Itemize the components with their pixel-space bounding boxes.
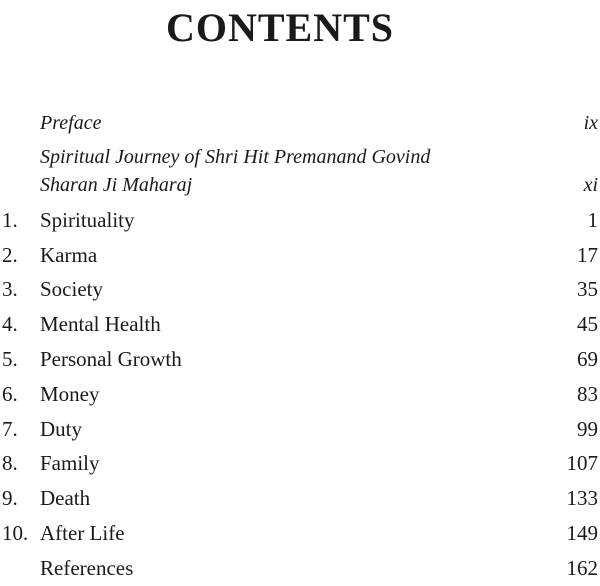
toc-entry-page: 69 [577,346,598,371]
toc-entry-label: Family [40,451,100,476]
toc-entry-label: References [40,555,134,580]
toc-entry-preface[interactable] [0,106,600,141]
toc-entry-label: Society [40,277,103,302]
toc-entry-number: 2. [2,242,18,267]
toc-entry-number: 6. [2,381,18,406]
toc-entry-number: 4. [2,312,18,337]
toc-entry-duty[interactable] [0,412,600,447]
page-title: CONTENTS [165,5,395,50]
toc-entry-label: Karma [40,242,98,267]
toc-entry-death[interactable] [0,481,600,516]
toc-entry-page: xi [583,173,598,196]
toc-entry-label: Death [40,486,91,511]
toc-entry-after-life[interactable] [0,516,600,551]
toc-entry-page: 83 [577,381,598,406]
toc-entry-references[interactable] [0,551,600,586]
toc-entry-family[interactable] [0,446,600,481]
toc-entry-money[interactable] [0,377,600,412]
toc-entry-label: Personal Growth [40,346,182,371]
toc-entry-page: 17 [577,242,598,267]
toc-entry-page: ix [583,112,598,134]
toc-entry-label: Mental Health [40,312,161,337]
toc-entry-mental-health[interactable] [0,307,600,342]
toc-entry-page: 149 [566,520,598,545]
toc-entry-number: 9. [2,486,18,511]
toc-entry-page: 107 [566,451,598,476]
toc-entry-karma[interactable] [0,238,600,273]
toc-entry-label: Spiritual Journey of Shri Hit Premanand Govind Sharan Ji Maharaj [40,145,431,196]
toc-entry-number: 8. [2,451,18,476]
toc-entry-personal-growth[interactable] [0,342,600,377]
toc-entry-page: 162 [566,555,598,580]
toc-entry-spiritual-journey[interactable] [0,141,600,203]
toc-entry-number: 5. [2,346,18,371]
toc-entry-number: 1. [2,207,18,232]
toc-entry-spirituality[interactable] [0,203,600,238]
toc-entry-label: Duty [40,416,82,441]
toc-entry-page: 35 [577,277,598,302]
toc-entry-society[interactable] [0,272,600,307]
toc-entry-number: 7. [2,416,18,441]
toc-entry-page: 133 [566,486,598,511]
toc-entry-label: After Life [40,520,125,545]
toc-entry-label: Money [40,381,100,406]
toc-entry-label: Preface [40,112,102,134]
toc-entry-number: 3. [2,277,18,302]
toc-entry-number: 10. [2,520,29,545]
toc-entry-page: 45 [577,312,598,337]
table-of-contents [0,106,600,586]
toc-entry-page: 1 [587,207,598,232]
toc-entry-label: Spirituality [40,207,135,232]
toc-entry-page: 99 [577,416,598,441]
